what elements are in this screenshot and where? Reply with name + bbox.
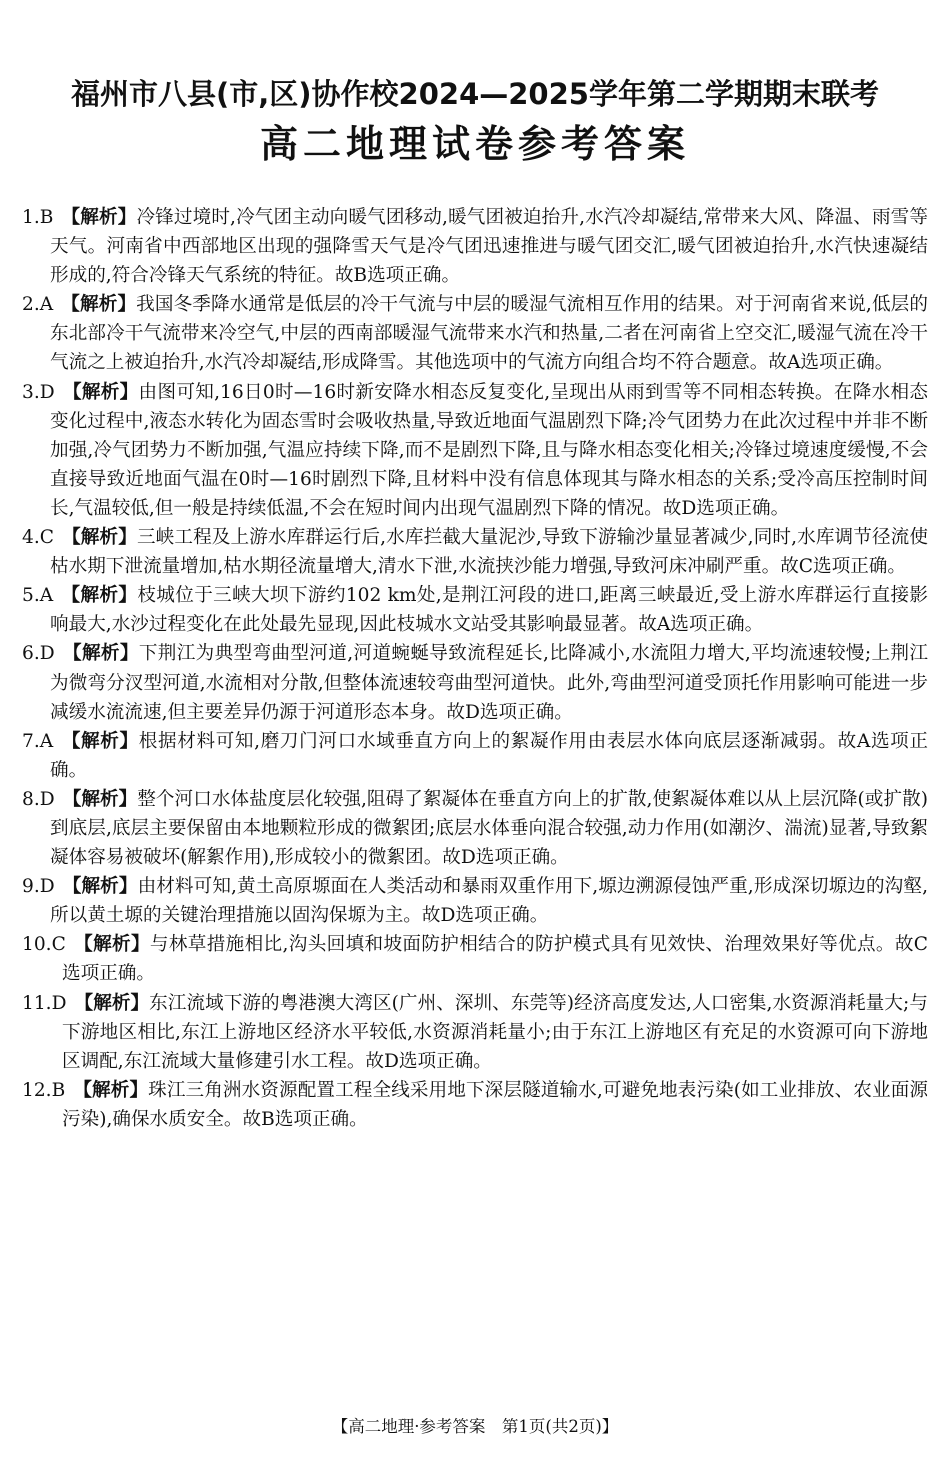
answer-item-4 [22,523,928,581]
answer-letter: A [39,585,54,607]
analysis-text: 由图可知,16日0时—16时新安降水相态反复变化,呈现出从雨到雪等不同相态转换。在降水相态变化过程中,液态水转化为固态雪时会吸收热量,导致近地面气温剧烈下降;冷气团势力在此次过程中并非不断加强,冷气团势力不断加强,气温应持续下降,而不是剧烈下降,且与降水相态变化相关;冷锋过境速度缓慢,不会直接导致近地面气温在0时—16时剧烈下降,且材料中没有信息体现其与降水相态的关系;受冷高压控制时间长,气温较低,但一般是持续低温,不会在短时间内出现气温剧烈下降的情况。故D选项正确。 [50,381,928,519]
answer-item-9 [22,872,928,930]
question-number: 6. [22,643,40,665]
answer-item-12 [22,1076,928,1134]
answer-letter: C [51,934,66,956]
question-number: 7. [22,730,40,752]
question-number: 11. [22,992,52,1014]
question-number: 9. [22,876,40,898]
analysis-text: 根据材料可知,磨刀门河口水域垂直方向上的絮凝作用由表层水体向底层逐渐减弱。故A选项正确。 [50,730,928,781]
analysis-tag: 【解析】 [61,294,137,316]
analysis-tag: 【解析】 [61,527,137,549]
question-number: 1. [22,207,40,228]
answer-item-2 [22,290,928,377]
answer-item-1 [22,203,928,290]
answer-letter: D [39,876,55,898]
answer-letter: A [39,294,54,316]
question-number: 4. [22,527,40,549]
answer-letter: D [51,992,67,1014]
analysis-text: 三峡工程及上游水库群运行后,水库拦截大量泥沙,导致下游输沙量显著减少,同时,水库调节径流使枯水期下泄流量增加,枯水期径流量增大,清水下泄,水流挟沙能力增强,导致河床冲刷严重。故C选项正确。 [50,527,928,578]
answer-item-11 [22,989,928,1076]
analysis-tag: 【解析】 [61,730,139,752]
analysis-tag: 【解析】 [62,381,139,403]
analysis-text: 整个河口水体盐度层化较强,阻碍了絮凝体在垂直方向上的扩散,使絮凝体难以从上层沉降(或扩散)到底层,底层主要保留由本地颗粒形成的微絮团;底层水体垂向混合较强,动力作用(如潮汐、湍流)显著,导致絮凝体容易被破坏(解絮作用),形成较小的微絮团。故D选项正确。 [50,788,928,869]
answer-letter: B [39,207,54,228]
answer-item-8 [22,785,928,872]
question-number: 2. [22,294,40,316]
analysis-tag: 【解析】 [61,207,137,228]
answer-letter: B [51,1079,66,1101]
answer-letter: A [39,730,54,752]
answer-item-5 [22,581,928,639]
analysis-tag: 【解析】 [61,585,138,607]
page-footer: 【高二地理·参考答案 第1页(共2页)】 [331,1417,619,1436]
analysis-text: 珠江三角洲水资源配置工程全线采用地下深层隧道输水,可避免地表污染(如工业排放、农业面源污染),确保水质安全。故B选项正确。 [62,1079,928,1130]
analysis-text: 冷锋过境时,冷气团主动向暖气团移动,暖气团被迫抬升,水汽冷却凝结,常带来大风、降温、雨雪等天气。河南省中西部地区出现的强降雪天气是冷气团迅速推进与暖气团交汇,暖气团被迫抬升,水汽快速凝结形成的,符合冷锋天气系统的特征。故B选项正确。 [50,207,928,287]
question-number: 10. [22,934,52,956]
analysis-text: 我国冬季降水通常是低层的冷干气流与中层的暖湿气流相互作用的结果。对于河南省来说,低层的东北部冷干气流带来冷空气,中层的西南部暖湿气流带来水汽和热量,二者在河南省上空交汇,暖湿气流在冷干气流之上被迫抬升,水汽冷却凝结,形成降雪。其他选项中的气流方向组合均不符合题意。故A选项正确。 [50,294,928,374]
question-number: 5. [22,585,40,607]
answer-item-10 [22,930,928,988]
answer-item-6 [22,639,928,726]
analysis-tag: 【解析】 [62,643,139,665]
answer-item-3 [22,378,928,523]
answer-letter: D [39,643,55,665]
answer-letter: C [39,527,54,549]
analysis-tag: 【解析】 [73,934,150,956]
analysis-tag: 【解析】 [62,876,138,898]
analysis-text: 由材料可知,黄土高原塬面在人类活动和暴雨双重作用下,塬边溯源侵蚀严重,形成深切塬边的沟壑,所以黄土塬的关键治理措施以固沟保塬为主。故D选项正确。 [50,876,928,927]
answer-letter: D [39,381,55,403]
question-number: 3. [22,381,40,403]
analysis-text: 枝城位于三峡大坝下游约102 km处,是荆江河段的进口,距离三峡最近,受上游水库群运行直接影响最大,水沙过程变化在此处最先显现,因此枝城水文站受其影响最显著。故A选项正确。 [50,585,928,636]
analysis-tag: 【解析】 [73,1079,149,1101]
question-number: 8. [22,788,40,810]
analysis-text: 下荆江为典型弯曲型河道,河道蜿蜒导致流程延长,比降减小,水流阻力增大,平均流速较慢;上荆江为微弯分汊型河道,水流相对分散,但整体流速较弯曲型河道快。此外,弯曲型河道受顶托作用影响可能进一步减缓水流流速,但主要差异仍源于河道形态本身。故D选项正确。 [50,643,928,723]
answer-item-7 [22,727,928,785]
analysis-text: 东江流域下游的粤港澳大湾区(广州、深圳、东莞等)经济高度发达,人口密集,水资源消耗量大;与下游地区相比,东江上游地区经济水平较低,水资源消耗量小;由于东江上游地区有充足的水资源可向下游地区调配,东江流域大量修建引水工程。故D选项正确。 [62,992,928,1072]
analysis-tag: 【解析】 [74,992,150,1014]
analysis-tag: 【解析】 [62,788,138,810]
question-number: 12. [22,1079,52,1101]
page-title: 高二地理试卷参考答案 [259,122,690,166]
analysis-text: 与林草措施相比,沟头回填和坡面防护相结合的防护模式具有见效快、治理效果好等优点。故C选项正确。 [62,934,928,985]
exam-header: 福州市八县(市,区)协作校2024—2025学年第二学期期末联考 [71,77,879,111]
answer-list [22,203,928,1134]
answer-letter: D [39,788,55,810]
